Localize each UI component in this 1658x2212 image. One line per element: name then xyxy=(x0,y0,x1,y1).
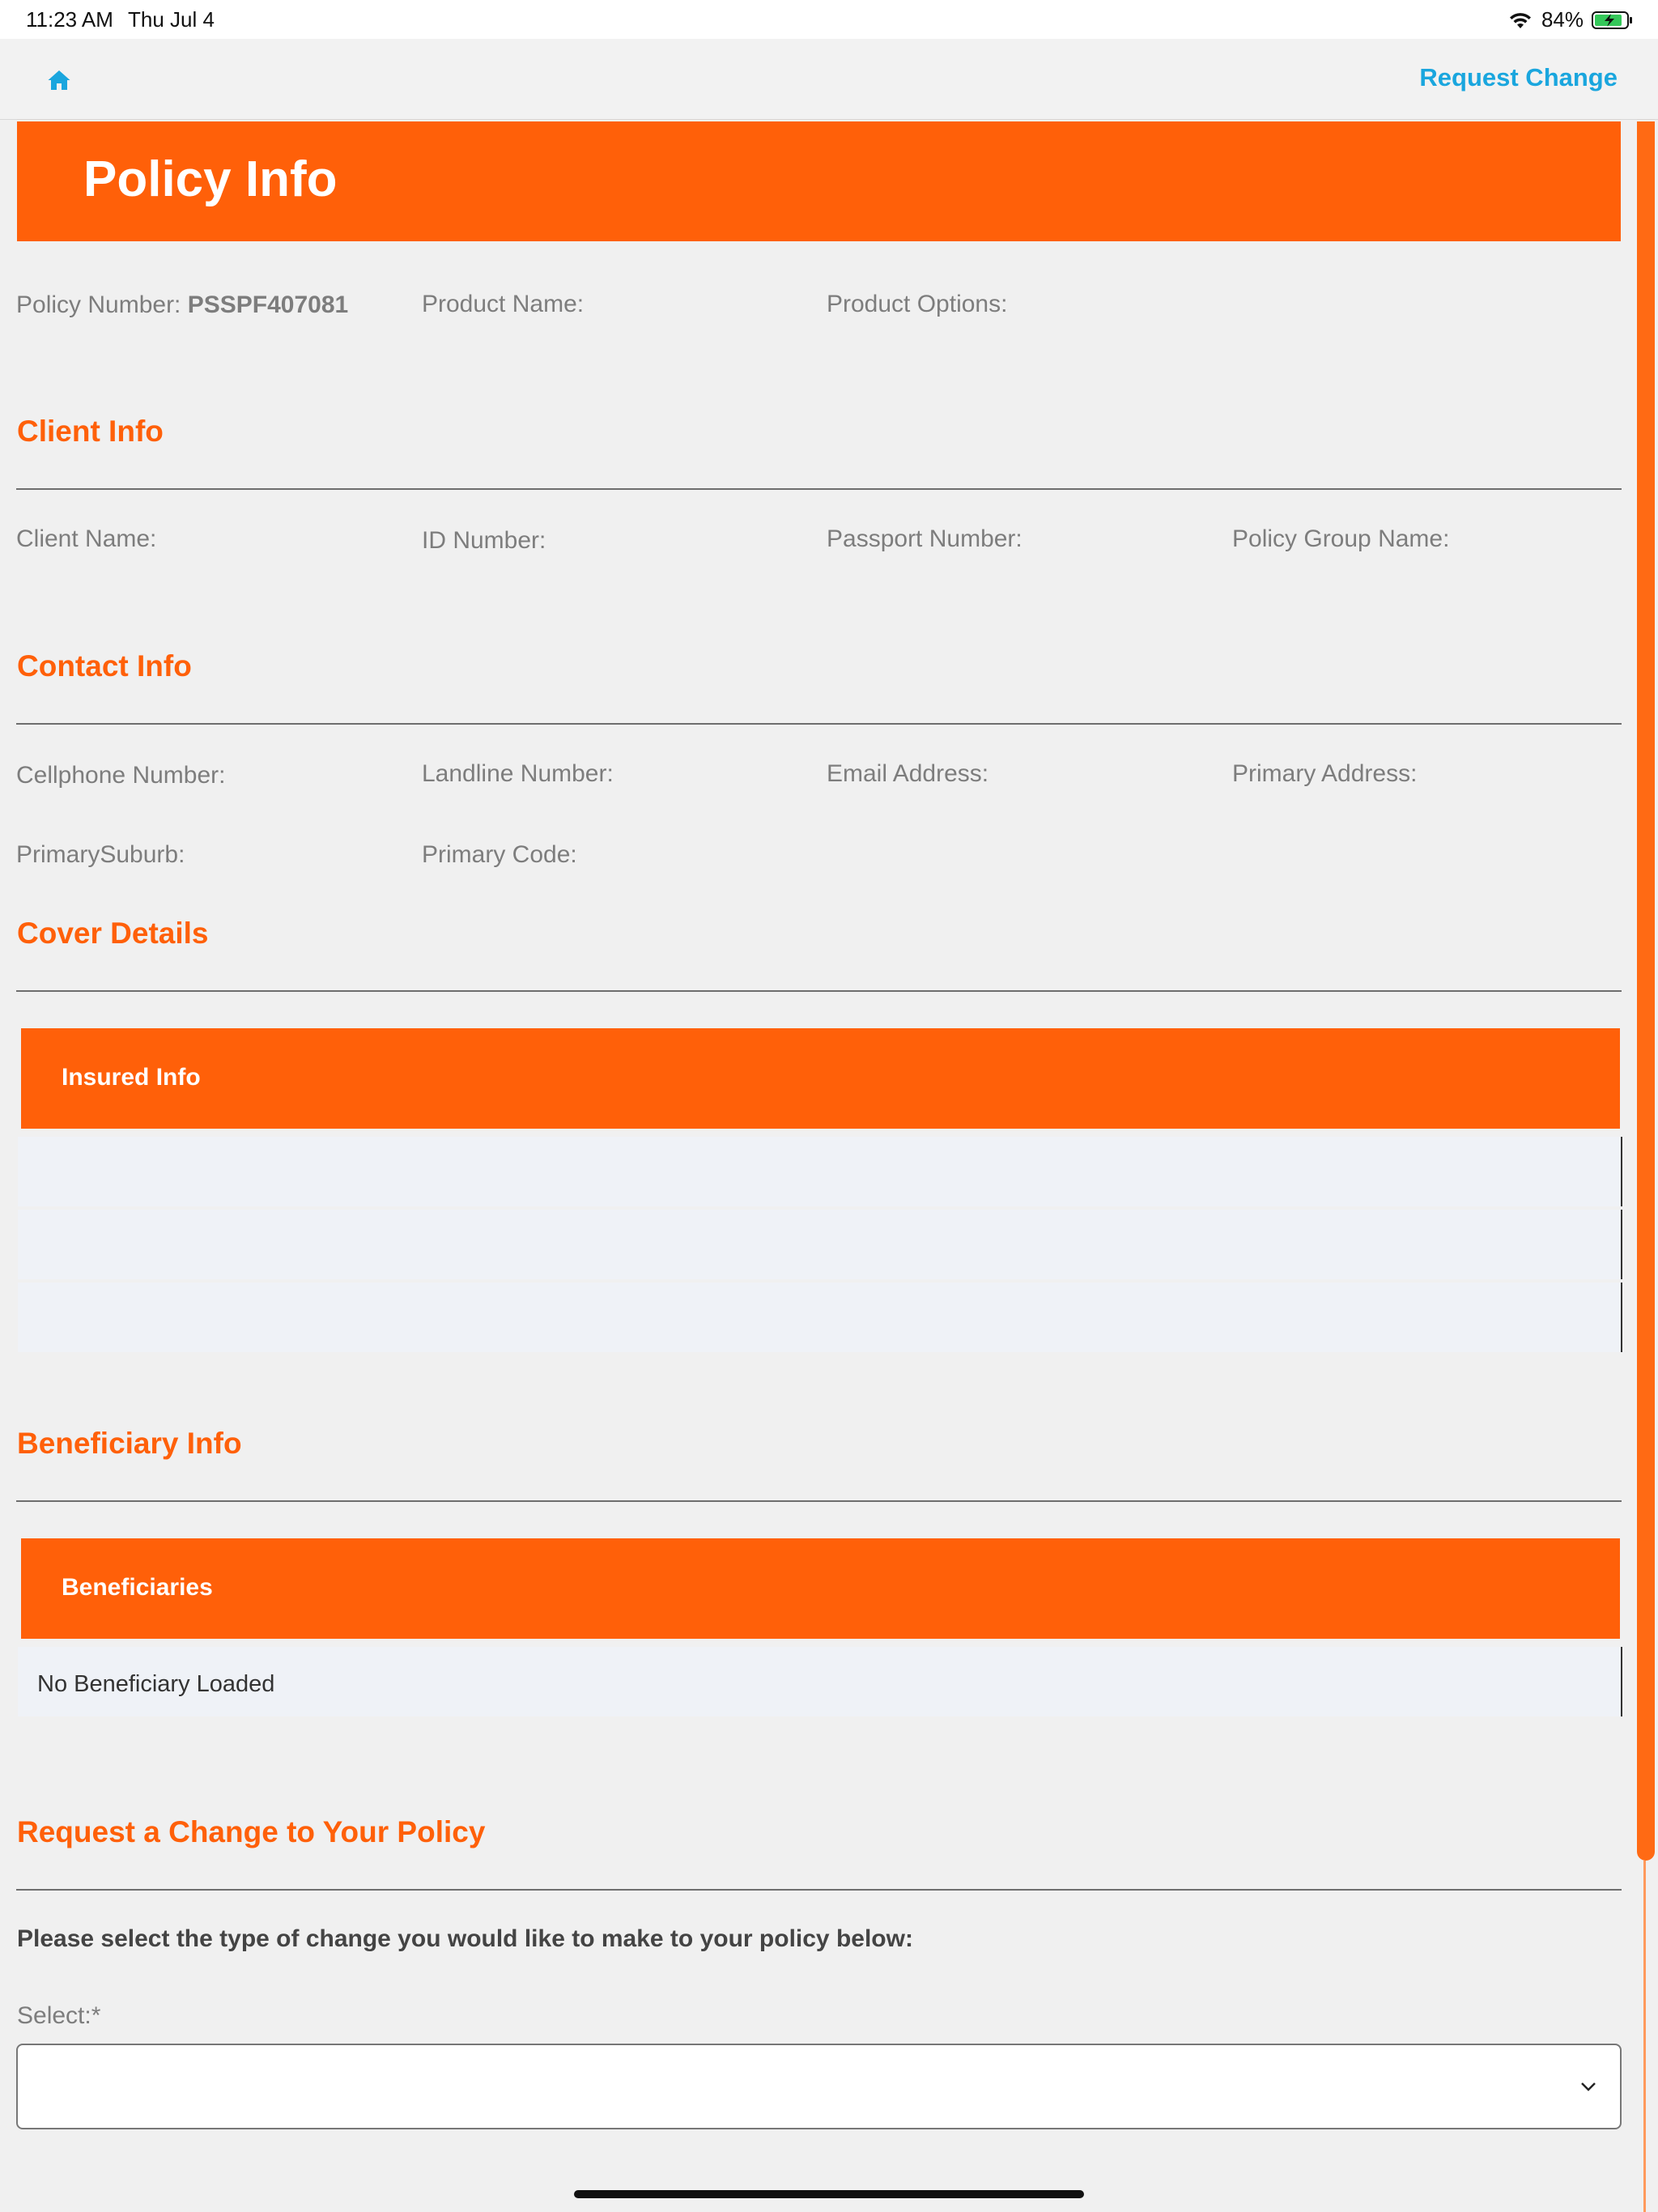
top-nav-bar xyxy=(0,39,1658,120)
request-change-title: Request a Change to Your Policy xyxy=(17,1815,486,1848)
cover-details-title: Cover Details xyxy=(17,917,209,950)
page-title: Policy Info xyxy=(83,151,338,207)
primary-code-label: Primary Code: xyxy=(422,841,577,868)
product-options-label: Product Options: xyxy=(827,291,1008,317)
divider xyxy=(16,1889,1622,1891)
contact-info-title: Contact Info xyxy=(17,649,192,683)
status-indicators xyxy=(1507,7,1634,32)
beneficiary-info-title: Beneficiary Info xyxy=(17,1427,242,1460)
no-beneficiary-message: No Beneficiary Loaded xyxy=(37,1671,275,1697)
client-name-label: Client Name: xyxy=(16,525,157,552)
id-number-label: ID Number: xyxy=(422,527,546,554)
divider xyxy=(16,723,1622,725)
insured-info-header xyxy=(21,1028,1620,1129)
wifi-icon xyxy=(1507,11,1533,30)
beneficiaries-title: Beneficiaries xyxy=(62,1574,213,1601)
primary-suburb-label: PrimarySuburb: xyxy=(16,841,185,868)
policy-number-label: Policy Number: xyxy=(16,291,181,318)
table-row xyxy=(18,1210,1622,1279)
divider xyxy=(16,488,1622,490)
scrollbar-track xyxy=(1643,1861,1646,2212)
request-change-link[interactable]: Request Change xyxy=(1419,63,1618,91)
policy-group-name-label: Policy Group Name: xyxy=(1232,525,1450,552)
policy-info-header xyxy=(17,121,1621,241)
change-type-select[interactable] xyxy=(16,2044,1622,2129)
status-bar xyxy=(0,0,1658,39)
request-change-instruction: Please select the type of change you would like to make to your policy below: xyxy=(17,1925,913,1952)
beneficiaries-header xyxy=(21,1538,1620,1639)
scrollbar-thumb[interactable] xyxy=(1637,121,1655,1861)
email-address-label: Email Address: xyxy=(827,760,989,787)
client-info-title: Client Info xyxy=(17,415,164,448)
chevron-down-icon xyxy=(1579,2078,1597,2095)
primary-address-label: Primary Address: xyxy=(1232,760,1418,787)
status-date: Thu Jul 4 xyxy=(128,7,215,32)
status-time: 11:23 AM xyxy=(26,7,113,32)
table-row xyxy=(18,1647,1622,1716)
insured-info-title: Insured Info xyxy=(62,1064,201,1091)
home-icon[interactable] xyxy=(47,68,71,92)
cellphone-number-label: Cellphone Number: xyxy=(16,762,226,789)
landline-number-label: Landline Number: xyxy=(422,760,614,787)
scrollbar[interactable] xyxy=(1637,121,1655,2212)
table-row xyxy=(18,1283,1622,1352)
passport-number-label: Passport Number: xyxy=(827,525,1022,552)
divider xyxy=(16,1500,1622,1502)
divider xyxy=(16,990,1622,992)
battery-charging-icon xyxy=(1592,11,1634,30)
home-indicator[interactable] xyxy=(574,2190,1084,2198)
battery-percent: 84% xyxy=(1541,7,1584,32)
policy-number-value: PSSPF407081 xyxy=(187,291,349,318)
policy-number-field xyxy=(16,291,348,319)
product-name-label: Product Name: xyxy=(422,291,585,317)
table-row xyxy=(18,1137,1622,1206)
select-label: Select:* xyxy=(17,2002,101,2029)
